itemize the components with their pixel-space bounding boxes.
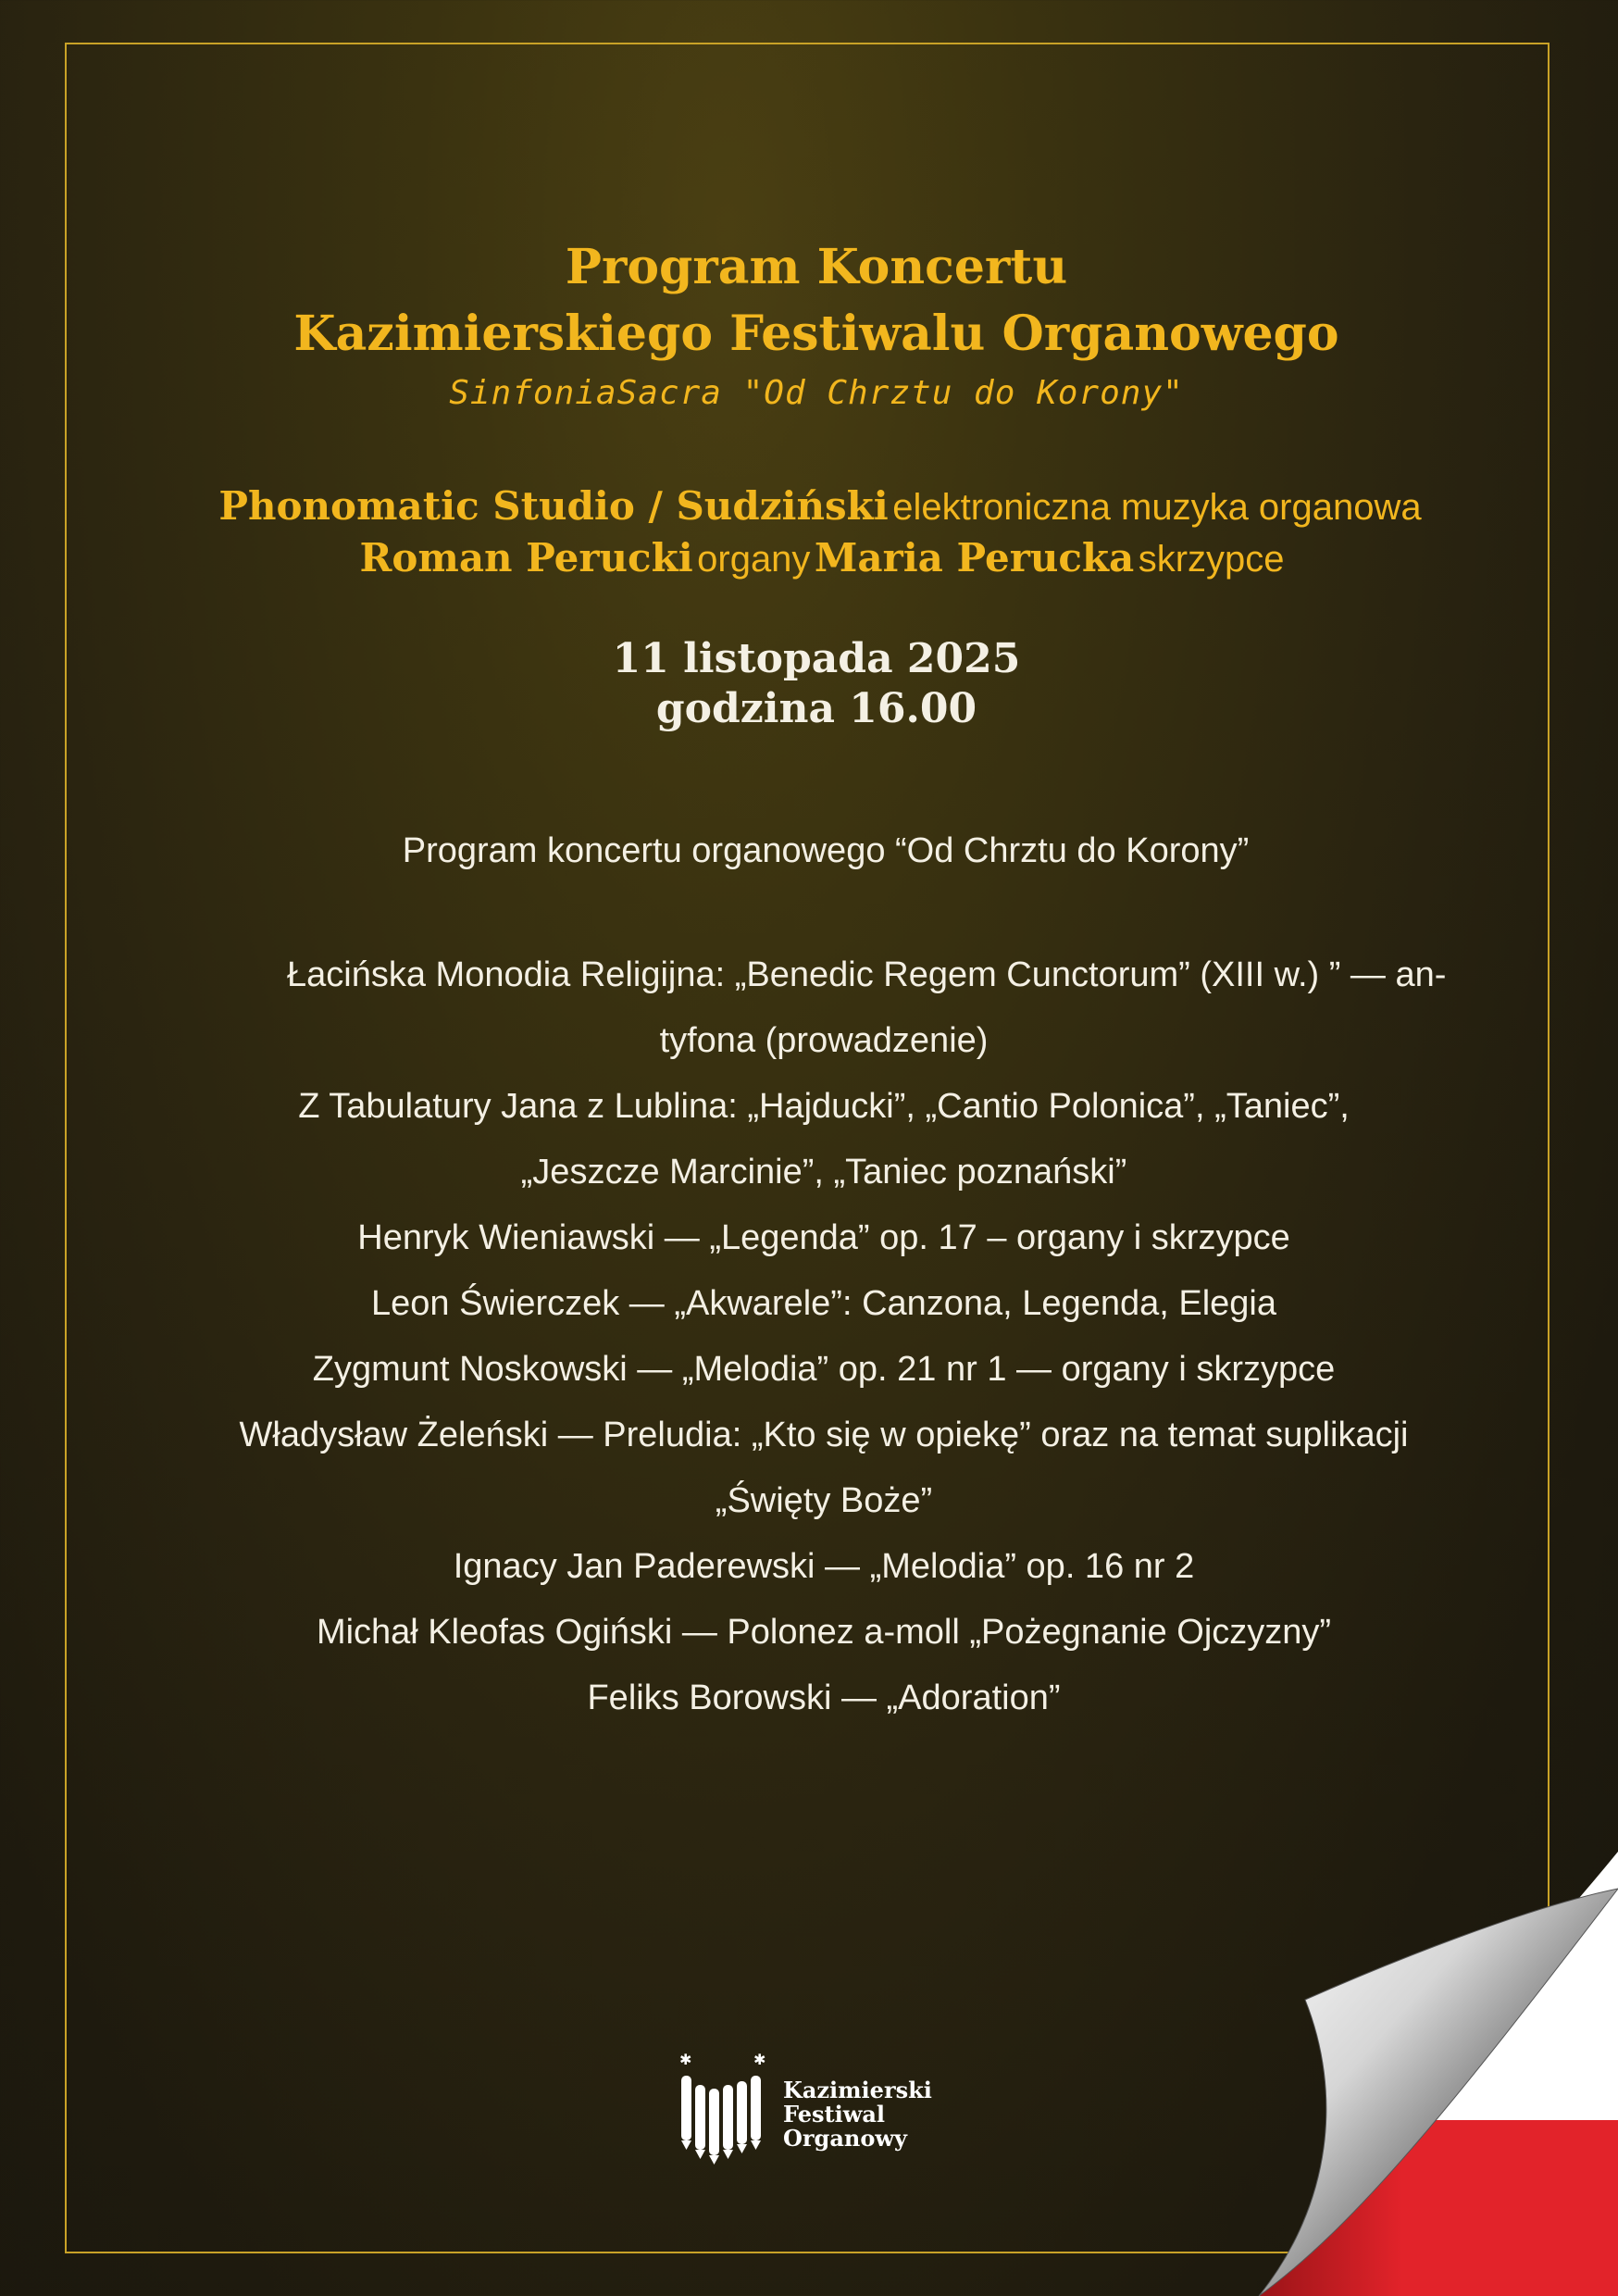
- program-line: Michał Kleofas Ogiński — Polonez a-moll „Pożegnanie Ojczyzny”: [316, 1613, 1332, 1652]
- page-curl-polish-flag: [1222, 1852, 1618, 2296]
- program-line: Z Tabulatury Jana z Lublina: „Hajducki”, „Cantio Polonica”, „Taniec”,: [298, 1087, 1350, 1126]
- program-line: Henryk Wieniawski — „Legenda” op. 17 – organy i skrzypce: [357, 1218, 1290, 1257]
- program-line: tyfona (prowadzenie): [659, 1021, 989, 1060]
- program-line: Leon Świerczek — „Akwarele”: Canzona, Legenda, Elegia: [371, 1284, 1276, 1323]
- performers-line-1: [11, 483, 1618, 529]
- program-line: Zygmunt Noskowski — „Melodia” op. 21 nr 1 — organy i skrzypce: [312, 1350, 1336, 1389]
- performers-line-2: [13, 535, 1618, 580]
- svg-text:✱: ✱: [753, 2051, 766, 2068]
- performer-name: Maria Perucka: [814, 535, 1135, 580]
- program-line: Łacińska Monodia Religijna: „Benedic Regem Cunctorum” (XIII w.) ” — an-: [287, 955, 1447, 994]
- organ-pipes-icon: [679, 2051, 765, 2165]
- performer-role: skrzypce: [1138, 539, 1285, 580]
- program-line: „Święty Boże”: [715, 1481, 933, 1520]
- program-line: Ignacy Jan Paderewski — „Melodia” op. 16 nr 2: [453, 1547, 1195, 1586]
- event-date: 11 listopada 2025: [612, 635, 1021, 682]
- performer-name: Phonomatic Studio / Sudziński: [218, 483, 889, 529]
- program-intro: Program koncertu organowego “Od Chrztu do Korony”: [402, 831, 1250, 870]
- logo-text-line-1: Kazimierski: [783, 2077, 932, 2103]
- title-line-2: Kazimierskiego Festiwalu Organowego: [293, 306, 1339, 362]
- program-line: Feliks Borowski — „Adoration”: [587, 1678, 1061, 1717]
- title-line-1: Program Koncertu: [565, 239, 1068, 295]
- performer-name: Roman Perucki: [359, 535, 693, 580]
- subtitle: SinfoniaSacra "Od Chrztu do Korony": [449, 374, 1184, 412]
- program-list: [204, 942, 1447, 1731]
- festival-logo: [676, 2046, 953, 2166]
- logo-text-line-2: Festiwal: [783, 2101, 886, 2128]
- logo-text-line-3: Organowy: [783, 2125, 907, 2152]
- svg-text:✱: ✱: [679, 2051, 692, 2068]
- program-line: „Jeszcze Marcinie”, „Taniec poznański”: [520, 1153, 1127, 1192]
- performer-role: organy: [697, 539, 811, 580]
- event-time: godzina 16.00: [655, 685, 977, 732]
- performer-role: elektroniczna muzyka organowa: [892, 487, 1422, 528]
- program-line: Władysław Żeleński — Preludia: „Kto się w opiekę” oraz na temat suplikacji: [239, 1416, 1409, 1454]
